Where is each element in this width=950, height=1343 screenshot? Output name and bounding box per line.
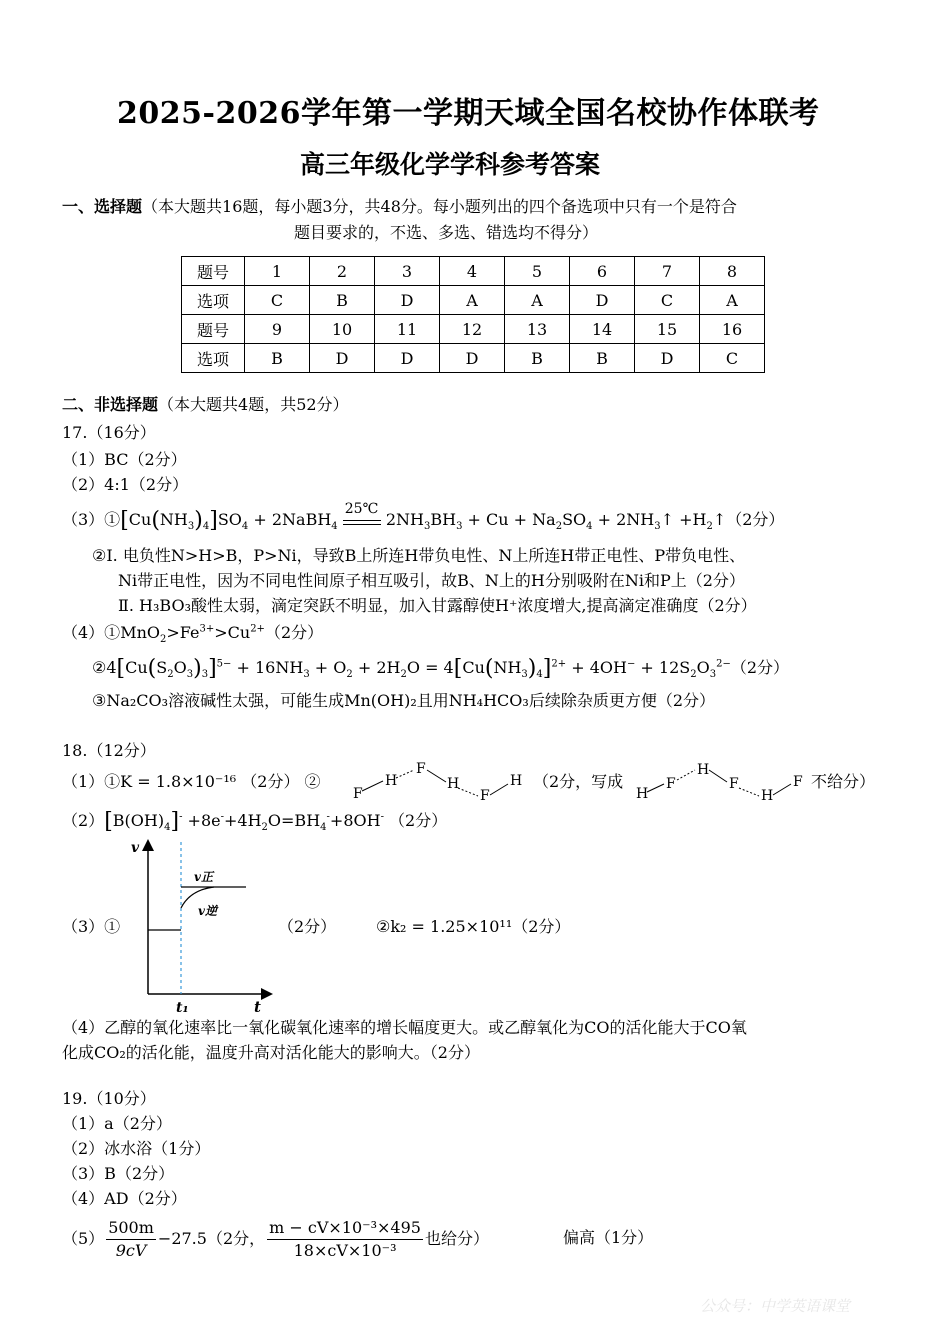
svg-text:F: F (353, 786, 363, 802)
svg-text:H: H (510, 773, 523, 789)
q17-part3-2-line1: ②Ⅰ. 电负性N>H>B，P>Ni，导致B上所连H带负电性、N上所连H带正电性、P带负电性、 (92, 546, 746, 565)
q18-part3-label: （3）① (62, 917, 121, 936)
table-cell: 3 (375, 257, 440, 286)
q19-part5-alt: 也给分） (424, 1229, 489, 1248)
reverse-rate-label: v逆 (198, 904, 217, 918)
q18-part3-2: ②k₂ = 1.25×10¹¹（2分） (376, 917, 571, 936)
table-cell: 2 (310, 257, 375, 286)
q19-part5-label: （5） (62, 1229, 105, 1248)
table-cell: 16 (700, 315, 765, 344)
q18-part4-line1: （4）乙醇的氧化速率比一氧化碳氧化速率的增长幅度更大。或乙醇氧化为CO的活化能大于CO氧 (62, 1018, 747, 1037)
table-cell: B (570, 344, 635, 373)
section2-note: （本大题共4题，共52分） (158, 395, 349, 414)
table-cell: 1 (245, 257, 310, 286)
table-cell: A (505, 286, 570, 315)
watermark: 公众号：中学英语课堂 (700, 1297, 851, 1315)
section1-note: （本大题共16题，每小题3分，共48分。每小题列出的四个备选项中只有一个是符合 (142, 197, 737, 216)
svg-text:H: H (697, 762, 710, 778)
q17-part4-2-score: （2分） (730, 658, 790, 677)
svg-text:F: F (416, 761, 426, 777)
section2-heading: 二、非选择题 (62, 395, 159, 414)
rate-time-graph (128, 836, 278, 1016)
table-cell: A (440, 286, 505, 315)
table-row (182, 344, 765, 373)
forward-rate-label: v正 (194, 870, 213, 884)
q17-part2: （2）4:1（2分） (62, 475, 189, 494)
section1-note2: 题目要求的，不选、多选、错选均不得分） (294, 223, 599, 242)
page-title: 2025-2026学年第一学期天域全国名校协作体联考 (117, 96, 820, 131)
table-cell: C (245, 286, 310, 315)
svg-text:F: F (480, 788, 490, 804)
reaction-condition: 25℃ (344, 501, 379, 517)
hf-chain-correct (350, 758, 530, 804)
table-cell: 5 (505, 257, 570, 286)
table-row-header: 题号 (182, 257, 245, 286)
table-cell: 6 (570, 257, 635, 286)
q18-part1-c: 不给分） (811, 772, 876, 791)
q19-part5-result: 偏高（1分） (563, 1228, 654, 1247)
table-cell: D (375, 344, 440, 373)
svg-text:F: F (729, 776, 739, 792)
table-cell: B (310, 286, 375, 315)
table-cell: 7 (635, 257, 700, 286)
q18-part1-a: （1）①K = 1.8×10⁻¹⁶ （2分） ② (62, 772, 321, 791)
answer-table (181, 256, 765, 373)
q19-part5 (62, 1217, 489, 1262)
table-cell: 4 (440, 257, 505, 286)
table-cell: 9 (245, 315, 310, 344)
q17-part3-score: （2分） (726, 510, 785, 529)
q18-part2-label: （2） (62, 811, 105, 830)
q19-part2: （2）冰水浴（1分） (62, 1139, 211, 1158)
svg-text:H: H (761, 788, 774, 804)
q17-part4-2-equation: $②4[Cu(S_2O_3)_3]^{5-} + 16NH_3 + O_2 + 2H_2O = 4[Cu(NH_3)_4]^{2+} + 4OH^- + 12S_2O_3^{2-}(2$分） (92, 656, 790, 681)
table-cell: D (375, 286, 440, 315)
table-cell: B (245, 344, 310, 373)
table-row-header: 题号 (182, 315, 245, 344)
q18-part2-score: （2分） (389, 811, 448, 830)
fraction-1: $\frac{500m}{9cV}$ (108, 1218, 154, 1260)
q17-part3-2-line3: Ⅱ. H₃BO₃酸性太弱，滴定突跃不明显，加入甘露醇使H⁺浓度增大,提高滴定准确度（2分） (118, 596, 757, 615)
table-row-header: 选项 (182, 344, 245, 373)
svg-text:H: H (385, 773, 398, 789)
y-axis-label: v (131, 840, 140, 856)
q18-head: 18.（12分） (62, 741, 156, 760)
q19-part3: （3）B（2分） (62, 1164, 175, 1183)
q19-part4: （4）AD（2分） (62, 1189, 187, 1208)
table-cell: 15 (635, 315, 700, 344)
table-row (182, 286, 765, 315)
q17-part4-3: ③Na₂CO₃溶液碱性太强，可能生成Mn(OH)₂且用NH₄HCO₃后续除杂质更方便（2分） (92, 691, 716, 710)
table-cell: 10 (310, 315, 375, 344)
table-cell: 11 (375, 315, 440, 344)
q17-part3-label: （3）① (62, 510, 121, 529)
table-cell: 8 (700, 257, 765, 286)
svg-text:H: H (447, 776, 460, 792)
section1-intro (62, 196, 737, 218)
table-cell: 13 (505, 315, 570, 344)
table-cell: A (700, 286, 765, 315)
q17-part3-2-line2: Ni带正电性，因为不同电性间原子相互吸引，故B、N上的H分别吸附在Ni和P上（2分） (118, 571, 745, 590)
q17-part4-1: $(4)①MnO_2>Fe^{3+}>Cu^{2+}(2$分） (62, 623, 324, 646)
q18-part3-1-score: （2分） (278, 917, 337, 936)
q19-part5-text: −27.5（2分， (157, 1229, 266, 1248)
q18-part2-equation: $(2)[B(OH)_4]^- +8e^-+4H_2O=BH_4^-+8OH^-$ （2分） (62, 809, 448, 834)
hf-chain-wrong (633, 758, 809, 804)
table-cell: D (440, 344, 505, 373)
table-cell: D (310, 344, 375, 373)
section2-intro (62, 394, 349, 416)
table-cell: C (635, 286, 700, 315)
q17-head: 17.（16分） (62, 423, 156, 442)
q17-part4-1-score: （2分） (264, 623, 324, 642)
svg-text:F: F (666, 776, 676, 792)
table-row (182, 257, 765, 286)
page-subtitle: 高三年级化学学科参考答案 (300, 150, 601, 179)
table-row-header: 选项 (182, 286, 245, 315)
t1-label: t₁ (176, 1000, 189, 1016)
section1-heading: 一、选择题 (62, 197, 143, 216)
table-cell: 14 (570, 315, 635, 344)
table-cell: C (700, 344, 765, 373)
table-row (182, 315, 765, 344)
fraction-2: $\frac{\text{m − cV×10⁻³×495}}{\text{18×cV×10⁻³}}$ (269, 1218, 421, 1260)
table-cell: B (505, 344, 570, 373)
q17-part1: （1）BC（2分） (62, 450, 187, 469)
svg-text:F: F (793, 774, 803, 790)
q18-part1-b: （2分，写成 (533, 772, 624, 791)
table-cell: D (570, 286, 635, 315)
table-cell: 12 (440, 315, 505, 344)
q19-head: 19.（10分） (62, 1089, 156, 1108)
x-axis-label: t (254, 998, 261, 1016)
q17-part3-equation: $(3)①[Cu(NH_3)_4]SO_4$ + 2NaBH$_4$ 25℃ $2NH_3BH_3 + Cu + Na_2SO_4$ + $2NH_3↑$ $+H_2↑(2$分） (62, 509, 784, 531)
q18-part4-line2: 化成CO₂的活化能，温度升高对活化能大的影响大。（2分） (62, 1043, 480, 1062)
svg-text:H: H (636, 786, 649, 802)
q17-part4-label: （4）① (62, 623, 121, 642)
table-cell: D (635, 344, 700, 373)
q19-part1: （1）a（2分） (62, 1114, 172, 1133)
